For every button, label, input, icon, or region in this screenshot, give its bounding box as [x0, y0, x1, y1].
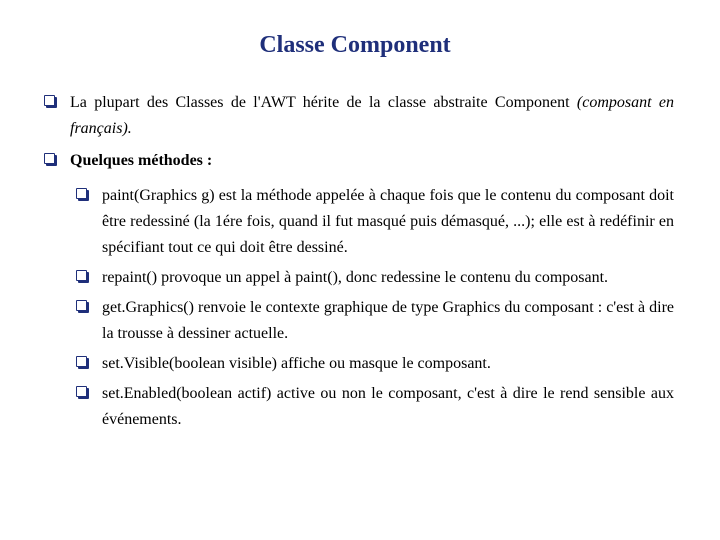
method-text: get.Graphics() renvoie le contexte graphique de type Graphics du composant : c'est à dire la trousse à dessiner actuelle. [102, 299, 674, 342]
bullet-methods-heading [44, 148, 674, 174]
square-bullet-icon [44, 153, 55, 164]
method-text: repaint() provoque un appel à paint(), donc redessine le contenu du composant. [102, 269, 609, 286]
method-item-paint [76, 183, 674, 261]
bullet-intro [44, 90, 674, 142]
square-bullet-icon [76, 270, 87, 281]
method-text: paint(Graphics g) est la méthode appelée à chaque fois que le contenu du composant doit être redessiné (la 1ére fois, quand il fut masqué puis démasqué, ...); elle est à redéfinir en spécifiant tout ce qui doit être dessiné. [102, 187, 674, 256]
square-bullet-icon [76, 188, 87, 199]
method-text: set.Visible(boolean visible) affiche ou masque le composant. [102, 355, 491, 372]
bullet-list [44, 90, 674, 433]
intro-note: (composant en français). [70, 94, 675, 137]
method-item-repaint [76, 265, 674, 291]
method-item-setvisible [76, 351, 674, 377]
intro-text: La plupart des Classes de l'AWT hérite de la classe abstraite Component [70, 94, 570, 111]
method-item-setenabled [76, 381, 674, 433]
method-text: set.Enabled(boolean actif) active ou non le composant, c'est à dire le rend sensible aux événements. [102, 385, 674, 428]
method-item-getgraphics [76, 295, 674, 347]
square-bullet-icon [76, 300, 87, 311]
square-bullet-icon [76, 386, 87, 397]
square-bullet-icon [76, 356, 87, 367]
methods-heading: Quelques méthodes : [70, 152, 213, 169]
square-bullet-icon [44, 95, 55, 106]
slide-title: Classe Component [259, 32, 451, 58]
